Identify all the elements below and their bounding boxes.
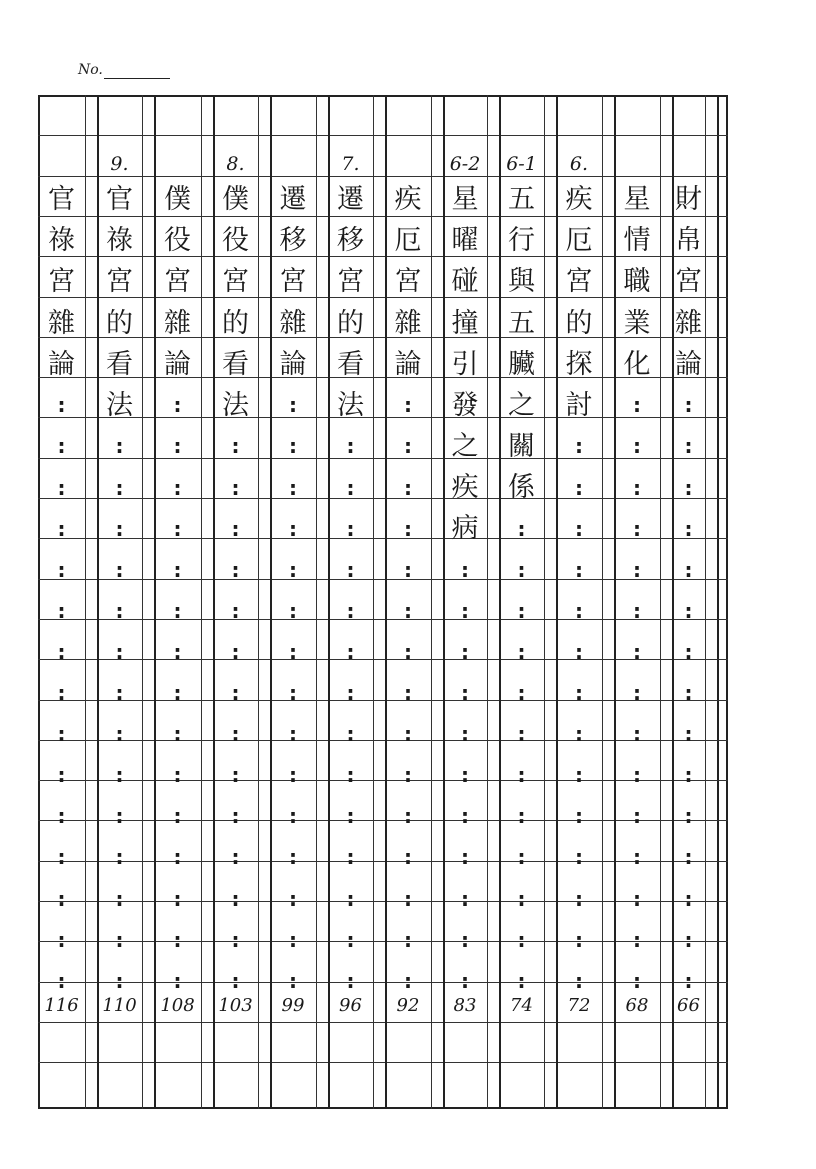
leader-dots: : — [57, 804, 66, 829]
page-number: 110 — [102, 995, 137, 1017]
leader-dots: : — [633, 804, 641, 829]
title-char: 移 — [279, 225, 307, 257]
leader-dots: : — [684, 927, 693, 952]
toc-column — [270, 95, 328, 1109]
leader-dots: : — [115, 475, 124, 500]
title-char: 論 — [675, 348, 702, 380]
title-char: 法 — [222, 389, 249, 421]
title-char: 宮 — [222, 266, 249, 298]
title-char: 遷 — [337, 184, 364, 216]
column-inner-divider — [660, 95, 661, 1109]
leader-dots: : — [173, 681, 182, 706]
leader-dots: : — [517, 681, 526, 706]
leader-dots: : — [289, 393, 297, 418]
leader-dots: : — [575, 804, 583, 829]
leader-dots: : — [173, 886, 182, 911]
leader-dots: : — [404, 886, 412, 911]
leader-dots: : — [346, 722, 355, 747]
leader-dots: : — [346, 845, 355, 870]
title-char: 發 — [451, 389, 479, 421]
leader-dots: : — [173, 722, 182, 747]
leader-dots: : — [57, 516, 66, 541]
leader-dots: : — [173, 557, 182, 582]
leader-dots: : — [231, 845, 240, 870]
column-inner-divider — [602, 95, 603, 1109]
page-number: 103 — [218, 995, 253, 1017]
leader-dots: : — [633, 927, 641, 952]
leader-dots: : — [289, 804, 297, 829]
title-char: 雜 — [164, 307, 191, 339]
leader-dots: : — [461, 598, 469, 623]
title-char: 看 — [106, 348, 133, 380]
leader-dots: : — [404, 968, 412, 993]
leader-dots: : — [289, 763, 297, 788]
title-char: 係 — [508, 472, 535, 503]
leader-dots: : — [115, 557, 124, 582]
title-char: 厄 — [394, 225, 422, 257]
leader-dots: : — [684, 804, 693, 829]
leader-dots: : — [684, 681, 693, 706]
leader-dots: : — [289, 845, 297, 870]
title-char: 宮 — [565, 266, 593, 298]
toc-column — [443, 95, 499, 1109]
title-char: 化 — [623, 348, 651, 380]
toc-column — [97, 95, 154, 1109]
leader-dots: : — [517, 968, 526, 993]
title-char: 論 — [279, 348, 307, 380]
leader-dots: : — [346, 475, 355, 500]
leader-dots: : — [404, 804, 412, 829]
title-char: 厄 — [565, 225, 593, 257]
leader-dots: : — [115, 845, 124, 870]
page-number: 116 — [44, 995, 79, 1017]
leader-dots: : — [633, 763, 641, 788]
leader-dots: : — [517, 639, 526, 664]
title-char: 與 — [508, 266, 535, 298]
leader-dots: : — [633, 681, 641, 706]
leader-dots: : — [404, 763, 412, 788]
title-char: 的 — [337, 307, 364, 339]
title-char: 雜 — [48, 307, 75, 339]
leader-dots: : — [633, 968, 641, 993]
leader-dots: : — [633, 598, 641, 623]
title-char: 遷 — [279, 184, 307, 216]
leader-dots: : — [173, 434, 182, 459]
leader-dots: : — [57, 722, 66, 747]
leader-dots: : — [115, 516, 124, 541]
title-char: 的 — [565, 307, 593, 339]
leader-dots: : — [231, 722, 240, 747]
title-char: 宮 — [106, 266, 133, 298]
leader-dots: : — [633, 393, 641, 418]
title-char: 疾 — [394, 184, 422, 216]
leader-dots: : — [575, 845, 583, 870]
page-number: 96 — [339, 995, 362, 1017]
leader-dots: : — [461, 886, 469, 911]
leader-dots: : — [346, 968, 355, 993]
title-char: 情 — [623, 225, 651, 257]
leader-dots: : — [575, 927, 583, 952]
leader-dots: : — [115, 434, 124, 459]
leader-dots: : — [173, 804, 182, 829]
leader-dots: : — [461, 763, 469, 788]
leader-dots: : — [633, 557, 641, 582]
page-number: 92 — [396, 995, 420, 1017]
title-char: 臟 — [508, 348, 535, 380]
leader-dots: : — [115, 639, 124, 664]
page-number: 68 — [625, 995, 649, 1017]
leader-dots: : — [684, 475, 693, 500]
leader-dots: : — [404, 927, 412, 952]
leader-dots: : — [633, 845, 641, 870]
leader-dots: : — [173, 927, 182, 952]
leader-dots: : — [173, 516, 182, 541]
toc-column — [556, 95, 614, 1109]
leader-dots: : — [289, 516, 297, 541]
leader-dots: : — [684, 393, 693, 418]
leader-dots: : — [404, 639, 412, 664]
leader-dots: : — [289, 927, 297, 952]
page-number: 108 — [160, 995, 195, 1017]
title-char: 之 — [508, 389, 535, 421]
toc-column — [38, 95, 97, 1109]
leader-dots: : — [57, 886, 66, 911]
title-char: 役 — [164, 225, 191, 257]
leader-dots: : — [461, 681, 469, 706]
leader-dots: : — [517, 557, 526, 582]
leader-dots: : — [346, 516, 355, 541]
leader-dots: : — [517, 886, 526, 911]
leader-dots: : — [461, 722, 469, 747]
leader-dots: : — [575, 434, 583, 459]
column-inner-divider — [487, 95, 488, 1109]
toc-column — [499, 95, 556, 1109]
leader-dots: : — [575, 516, 583, 541]
leader-dots: : — [231, 763, 240, 788]
leader-dots: : — [404, 393, 412, 418]
title-char: 病 — [451, 513, 479, 545]
section-number: 6-2 — [449, 152, 481, 175]
title-char: 星 — [451, 184, 479, 216]
leader-dots: : — [684, 434, 693, 459]
leader-dots: : — [57, 681, 66, 706]
title-char: 討 — [565, 389, 593, 421]
leader-dots: : — [115, 968, 124, 993]
leader-dots: : — [517, 804, 526, 829]
leader-dots: : — [517, 516, 526, 541]
leader-dots: : — [57, 639, 66, 664]
leader-dots: : — [461, 927, 469, 952]
section-number: 6. — [569, 152, 589, 175]
column-inner-divider — [258, 95, 259, 1109]
leader-dots: : — [231, 968, 240, 993]
title-char: 宮 — [48, 266, 75, 298]
column-inner-divider — [201, 95, 202, 1109]
leader-dots: : — [289, 475, 297, 500]
leader-dots: : — [404, 681, 412, 706]
leader-dots: : — [346, 681, 355, 706]
leader-dots: : — [575, 639, 583, 664]
page-number: 74 — [510, 995, 533, 1017]
title-char: 祿 — [48, 225, 75, 257]
leader-dots: : — [231, 681, 240, 706]
title-char: 雜 — [675, 307, 702, 339]
leader-dots: : — [173, 393, 182, 418]
column-inner-divider — [142, 95, 143, 1109]
title-char: 五 — [508, 307, 535, 339]
title-char: 移 — [337, 225, 364, 257]
leader-dots: : — [115, 681, 124, 706]
title-char: 宮 — [394, 266, 422, 298]
leader-dots: : — [404, 557, 412, 582]
title-char: 法 — [106, 389, 133, 421]
title-char: 的 — [106, 307, 133, 339]
leader-dots: : — [633, 475, 641, 500]
leader-dots: : — [404, 598, 412, 623]
grid-outer-right-line — [717, 95, 719, 1109]
title-char: 祿 — [106, 225, 133, 257]
leader-dots: : — [684, 763, 693, 788]
title-char: 法 — [337, 389, 364, 421]
leader-dots: : — [633, 639, 641, 664]
toc-column — [328, 95, 385, 1109]
leader-dots: : — [461, 968, 469, 993]
title-char: 宮 — [337, 266, 364, 298]
leader-dots: : — [346, 804, 355, 829]
leader-dots: : — [173, 845, 182, 870]
leader-dots: : — [57, 557, 66, 582]
leader-dots: : — [115, 804, 124, 829]
leader-dots: : — [684, 722, 693, 747]
leader-dots: : — [346, 598, 355, 623]
leader-dots: : — [231, 598, 240, 623]
leader-dots: : — [289, 722, 297, 747]
leader-dots: : — [289, 886, 297, 911]
leader-dots: : — [575, 557, 583, 582]
title-char: 帛 — [675, 225, 702, 257]
leader-dots: : — [346, 927, 355, 952]
leader-dots: : — [461, 639, 469, 664]
leader-dots: : — [517, 598, 526, 623]
section-number: 9. — [110, 152, 129, 175]
leader-dots: : — [289, 639, 297, 664]
leader-dots: : — [346, 434, 355, 459]
toc-column — [672, 95, 717, 1109]
leader-dots: : — [289, 598, 297, 623]
column-inner-divider — [544, 95, 545, 1109]
title-char: 宮 — [675, 266, 702, 298]
leader-dots: : — [57, 763, 66, 788]
leader-dots: : — [173, 598, 182, 623]
leader-dots: : — [575, 722, 583, 747]
page-number: 99 — [281, 995, 305, 1017]
leader-dots: : — [57, 434, 66, 459]
title-char: 論 — [48, 348, 75, 380]
title-char: 之 — [451, 430, 479, 462]
column-inner-divider — [85, 95, 86, 1109]
title-char: 探 — [565, 348, 593, 380]
title-char: 論 — [164, 348, 191, 380]
leader-dots: : — [57, 598, 66, 623]
leader-dots: : — [346, 557, 355, 582]
leader-dots: : — [346, 639, 355, 664]
leader-dots: : — [231, 516, 240, 541]
title-char: 疾 — [451, 472, 479, 503]
title-char: 雜 — [394, 307, 422, 339]
leader-dots: : — [684, 639, 693, 664]
title-char: 僕 — [164, 184, 191, 216]
leader-dots: : — [346, 886, 355, 911]
leader-dots: : — [404, 845, 412, 870]
leader-dots: : — [115, 763, 124, 788]
title-char: 碰 — [451, 266, 479, 298]
title-char: 官 — [48, 184, 75, 216]
title-char: 星 — [623, 184, 651, 216]
leader-dots: : — [115, 886, 124, 911]
leader-dots: : — [57, 475, 66, 500]
leader-dots: : — [231, 475, 240, 500]
leader-dots: : — [575, 598, 583, 623]
leader-dots: : — [115, 722, 124, 747]
leader-dots: : — [57, 927, 66, 952]
leader-dots: : — [231, 886, 240, 911]
title-char: 看 — [222, 348, 249, 380]
section-number: 7. — [341, 152, 360, 175]
leader-dots: : — [173, 639, 182, 664]
leader-dots: : — [289, 681, 297, 706]
title-char: 宮 — [164, 266, 191, 298]
title-char: 撞 — [451, 307, 479, 339]
leader-dots: : — [231, 639, 240, 664]
title-char: 看 — [337, 348, 364, 380]
title-char: 疾 — [565, 184, 593, 216]
leader-dots: : — [575, 681, 583, 706]
column-inner-divider — [431, 95, 432, 1109]
toc-column — [385, 95, 443, 1109]
leader-dots: : — [173, 763, 182, 788]
section-number: 8. — [226, 152, 245, 175]
leader-dots: : — [517, 845, 526, 870]
page-number: 83 — [453, 995, 477, 1017]
leader-dots: : — [231, 804, 240, 829]
leader-dots: : — [633, 434, 641, 459]
leader-dots: : — [517, 927, 526, 952]
title-char: 的 — [222, 307, 249, 339]
leader-dots: : — [633, 722, 641, 747]
title-char: 僕 — [222, 184, 249, 216]
leader-dots: : — [115, 598, 124, 623]
leader-dots: : — [57, 393, 66, 418]
leader-dots: : — [684, 516, 693, 541]
leader-dots: : — [289, 557, 297, 582]
leader-dots: : — [404, 475, 412, 500]
title-char: 雜 — [279, 307, 307, 339]
title-char: 業 — [623, 307, 651, 339]
title-char: 職 — [623, 266, 651, 298]
leader-dots: : — [289, 434, 297, 459]
leader-dots: : — [346, 763, 355, 788]
leader-dots: : — [404, 434, 412, 459]
page-number: 72 — [567, 995, 591, 1017]
leader-dots: : — [461, 845, 469, 870]
title-char: 五 — [508, 184, 535, 216]
leader-dots: : — [684, 968, 693, 993]
title-char: 行 — [508, 225, 535, 257]
leader-dots: : — [575, 475, 583, 500]
section-number: 6-1 — [506, 152, 537, 175]
title-char: 關 — [508, 430, 535, 462]
title-char: 役 — [222, 225, 249, 257]
title-char: 財 — [675, 184, 702, 216]
leader-dots: : — [115, 927, 124, 952]
leader-dots: : — [404, 516, 412, 541]
leader-dots: : — [633, 886, 641, 911]
title-char: 論 — [394, 348, 422, 380]
leader-dots: : — [633, 516, 641, 541]
leader-dots: : — [684, 598, 693, 623]
title-char: 引 — [451, 348, 479, 380]
toc-column — [614, 95, 672, 1109]
leader-dots: : — [517, 763, 526, 788]
leader-dots: : — [575, 968, 583, 993]
leader-dots: : — [57, 968, 66, 993]
title-char: 宮 — [279, 266, 307, 298]
leader-dots: : — [684, 557, 693, 582]
toc-column — [213, 95, 270, 1109]
leader-dots: : — [684, 886, 693, 911]
toc-column — [154, 95, 213, 1109]
leader-dots: : — [404, 722, 412, 747]
leader-dots: : — [575, 886, 583, 911]
leader-dots: : — [684, 845, 693, 870]
leader-dots: : — [461, 804, 469, 829]
leader-dots: : — [231, 927, 240, 952]
leader-dots: : — [575, 763, 583, 788]
leader-dots: : — [231, 557, 240, 582]
column-inner-divider — [373, 95, 374, 1109]
page-number: 66 — [677, 995, 700, 1017]
no-label: No. — [78, 62, 103, 78]
leader-dots: : — [173, 475, 182, 500]
leader-dots: : — [173, 968, 182, 993]
leader-dots: : — [231, 434, 240, 459]
leader-dots: : — [517, 722, 526, 747]
column-inner-divider — [316, 95, 317, 1109]
column-inner-divider — [705, 95, 706, 1109]
leader-dots: : — [57, 845, 66, 870]
leader-dots: : — [461, 557, 469, 582]
title-char: 曜 — [451, 225, 479, 257]
leader-dots: : — [289, 968, 297, 993]
title-char: 官 — [106, 184, 133, 216]
